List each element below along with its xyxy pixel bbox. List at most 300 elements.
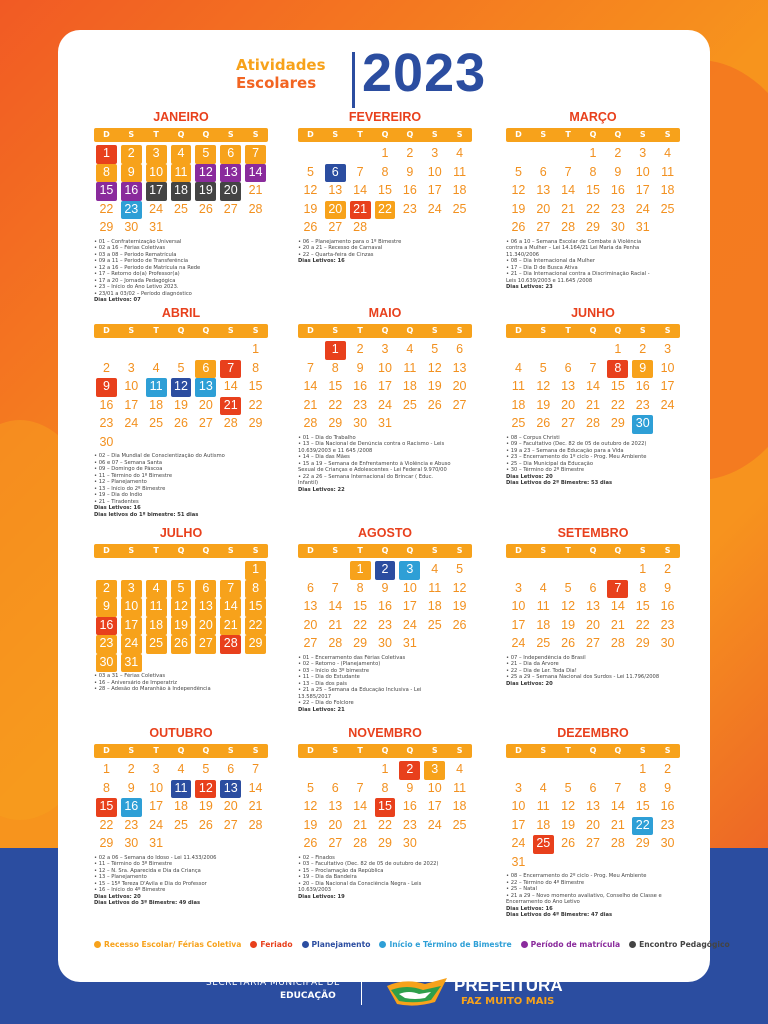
day-cell: 23	[402, 817, 417, 832]
day-cell: 9	[664, 780, 672, 795]
day-cell: 27	[536, 220, 551, 234]
day-cell: 7	[252, 762, 260, 776]
days-grid	[506, 145, 680, 238]
day-cell: 25	[174, 201, 188, 216]
note-line: • 21 a 25 – Semana da Educação Inclusiva - Lei	[298, 687, 422, 693]
day-cell: 10	[427, 164, 442, 179]
weekday-label: S	[664, 326, 671, 335]
day-cell: 5	[456, 562, 464, 576]
day-cell: 6	[306, 580, 314, 595]
note-line: • 25 a 29 – Semana Nacional dos Surdos - Lei 11.796/2008	[506, 674, 660, 680]
weekday-label: S	[332, 546, 339, 555]
weekday-label: T	[153, 326, 159, 335]
day-cell: 9	[96, 598, 117, 617]
note-line: Dias Letivos: 16	[94, 505, 141, 511]
day-cell: 8	[381, 164, 389, 179]
day-cell: 22	[248, 397, 263, 412]
day-cell: 14	[561, 183, 576, 197]
day-cell: 17	[402, 599, 417, 613]
note-line: Infantil)	[298, 480, 319, 486]
day-cell: 25	[149, 416, 164, 430]
day-cell: 28	[353, 836, 368, 850]
day-cell: 11	[536, 799, 550, 813]
day-cell: 17	[660, 379, 675, 393]
day-cell: 27	[586, 636, 600, 650]
note-line: • 09 – Domingo de Páscoa	[94, 466, 163, 472]
day-cell: 3	[424, 761, 445, 780]
day-cell: 5	[195, 145, 216, 164]
day-cell: 16	[610, 183, 625, 197]
weekday-label: Q	[202, 130, 210, 139]
month-novembro	[298, 726, 472, 900]
day-cell: 15	[635, 599, 650, 613]
day-cell: 28	[303, 416, 318, 430]
weekday-label: D	[307, 746, 314, 755]
day-cell: 9	[632, 360, 653, 379]
weekday-label: Q	[202, 546, 210, 555]
day-cell: 3	[381, 342, 389, 356]
weekday-label: Q	[406, 746, 414, 755]
day-cell: 12	[561, 799, 576, 813]
day-cell: 6	[195, 360, 216, 379]
note-line: • 15 – 15º Tereza D'Ávila e Dia do Professor	[94, 880, 207, 887]
day-cell: 22	[99, 817, 114, 832]
day-cell: 12	[303, 183, 318, 197]
month-notes	[298, 239, 472, 265]
day-cell: 10	[124, 379, 139, 393]
day-cell: 26	[198, 817, 213, 832]
day-cell	[556, 761, 581, 780]
day-cell: 18	[452, 799, 467, 813]
note-line: • 11 – Término do 3º Bimestre	[94, 861, 173, 867]
days-grid	[506, 761, 680, 872]
weekday-label: T	[153, 746, 159, 755]
month-outubro	[94, 726, 268, 907]
day-cell: 30	[378, 636, 392, 650]
month-agosto	[298, 526, 472, 713]
day-cell: 20	[536, 201, 551, 216]
day-cell: 27	[328, 220, 343, 234]
note-line: Dias Letivos do 2º Bimestre: 53 dias	[506, 480, 613, 486]
legend	[94, 938, 730, 950]
day-cell	[94, 561, 119, 580]
note-line: • 19 – Dia do Índio	[94, 492, 143, 498]
imperatriz-label: IMPERATRIZ	[486, 970, 530, 976]
note-line: 13.585/2017	[298, 693, 332, 700]
day-cell: 4	[664, 146, 672, 160]
day-cell: 21	[586, 397, 600, 412]
day-cell: 10	[402, 580, 417, 595]
day-cell: 21	[610, 817, 625, 832]
legend-dot-icon	[302, 941, 309, 948]
secretaria-line2: EDUCAÇÃO	[280, 991, 336, 1001]
secretaria-line1: SECRETARIA MUNICIPAL DE	[206, 978, 341, 988]
note-line: • 09 a 11 – Período de Transferência	[94, 258, 189, 264]
legend-dot-icon	[379, 941, 386, 948]
weekday-label: S	[431, 130, 438, 139]
day-cell: 2	[614, 146, 622, 160]
note-line: • 21 – Dia da Árvore	[506, 661, 559, 667]
day-cell: 14	[220, 598, 241, 617]
day-cell: 3	[431, 146, 439, 160]
month-notes	[506, 435, 680, 487]
weekday-label: Q	[589, 546, 597, 555]
note-line: • 23 – Início do Ano Letivo 2023.	[94, 284, 179, 290]
day-cell: 23	[121, 201, 142, 220]
day-cell: 14	[610, 799, 625, 813]
day-cell: 23	[99, 416, 114, 430]
day-cell: 31	[402, 636, 417, 650]
days-grid	[94, 341, 268, 452]
day-cell: 1	[614, 342, 622, 356]
note-line: contra a Mulher – Lei 14.164/21 Lei Maria da Penha	[506, 245, 640, 251]
weekday-label: D	[515, 130, 522, 139]
day-cell: 19	[561, 617, 576, 632]
weekday-label: D	[103, 746, 110, 755]
day-cell: 26	[303, 220, 318, 234]
day-cell: 19	[174, 397, 188, 412]
days-grid	[94, 561, 268, 672]
day-cell	[506, 145, 531, 164]
day-cell: 17	[635, 183, 650, 197]
day-cell: 10	[427, 780, 442, 795]
weekday-header	[298, 128, 472, 142]
month-notes	[298, 855, 472, 901]
day-cell: 23	[353, 397, 368, 412]
weekday-label: S	[456, 130, 463, 139]
note-line: • 03 – Início do 3º bimestre	[298, 667, 370, 674]
footer-divider	[361, 975, 362, 1005]
day-cell: 16	[353, 379, 368, 393]
day-cell: 17	[124, 397, 139, 412]
day-cell: 25	[174, 817, 188, 832]
note-line: Dias Letivos: 20	[94, 893, 141, 900]
note-line: • 30 – Término do 2º Bimestre	[506, 467, 585, 473]
day-cell: 1	[589, 146, 597, 160]
day-cell: 18	[536, 817, 551, 832]
note-line: • 14 – Dia das Mães	[298, 454, 350, 460]
day-cell: 18	[536, 617, 551, 632]
day-cell: 7	[607, 580, 628, 599]
day-cell: 24	[427, 817, 442, 832]
day-cell: 4	[456, 146, 464, 160]
day-cell: 14	[328, 599, 343, 613]
note-line: • 20 a 21 – Recesso de Carnaval	[298, 245, 383, 251]
day-cell: 25	[402, 397, 417, 412]
day-cell: 15	[610, 379, 625, 393]
day-cell: 21	[353, 817, 368, 832]
weekday-header	[506, 128, 680, 142]
day-cell: 11	[453, 164, 467, 179]
day-cell: 29	[328, 416, 343, 430]
day-cell	[348, 761, 373, 780]
note-line: • 22 – Quarta-feira de Cinzas	[298, 251, 374, 258]
month-notes	[298, 435, 472, 494]
dias-letivos: Dias Letivos: 07	[94, 297, 141, 303]
weekday-label: Q	[406, 130, 414, 139]
day-cell: 11	[146, 378, 167, 397]
day-cell: 25	[427, 617, 442, 632]
day-cell: 7	[589, 360, 597, 375]
day-cell	[298, 341, 323, 360]
day-cell	[531, 561, 556, 580]
day-cell	[144, 341, 169, 360]
day-cell: 13	[452, 360, 467, 375]
day-cell: 8	[245, 580, 266, 599]
weekday-label: S	[128, 130, 135, 139]
calendar-year: 2023	[362, 43, 487, 103]
day-cell: 4	[539, 580, 547, 595]
day-cell: 16	[378, 599, 392, 613]
day-cell: 12	[511, 183, 526, 197]
note-line: • 15 a 19 – Semana de Enfrentamento à Violência e Abuso	[298, 460, 451, 467]
weekday-label: S	[252, 746, 259, 755]
day-cell: 23	[610, 201, 625, 216]
weekday-label: T	[357, 746, 363, 755]
day-cell: 13	[586, 599, 600, 613]
day-cell: 19	[303, 201, 318, 216]
weekday-header	[94, 744, 268, 758]
day-cell: 24	[660, 397, 675, 412]
day-cell: 6	[195, 580, 216, 599]
day-cell	[298, 561, 323, 580]
day-cell: 8	[252, 360, 260, 375]
day-cell: 1	[381, 146, 389, 160]
day-cell: 13	[195, 598, 216, 617]
day-cell: 8	[607, 360, 628, 379]
day-cell: 14	[303, 379, 318, 393]
note-line: • 28 – Adesão do Maranhão à Independência	[94, 686, 211, 692]
note-line: • 13 – Planejamento	[94, 874, 147, 880]
weekday-label: Q	[381, 326, 389, 335]
day-cell: 16	[660, 799, 675, 813]
note-line: • 22 – Dia de Ler. Toda Dia!	[506, 667, 577, 674]
day-cell: 27	[452, 397, 467, 412]
month-julho	[94, 526, 268, 693]
legend-label: Início e Término de Bimestre	[389, 939, 512, 949]
weekday-label: S	[128, 746, 135, 755]
day-cell: 18	[174, 799, 188, 813]
header-line1: Atividades	[236, 56, 326, 74]
day-cell: 4	[514, 360, 522, 375]
weekday-label: Q	[177, 746, 185, 755]
weekday-label: S	[227, 326, 234, 335]
day-cell: 6	[564, 360, 572, 375]
day-cell: 18	[146, 617, 167, 636]
month-janeiro	[94, 110, 268, 304]
day-cell	[144, 561, 169, 580]
note-line: • 06 e 07 – Semana Santa	[94, 459, 163, 466]
day-cell: 14	[223, 379, 238, 393]
note-line: Dias Letivos: 20	[506, 473, 553, 480]
day-cell: 21	[328, 617, 343, 632]
day-cell: 23	[660, 817, 675, 832]
weekday-label: S	[639, 130, 646, 139]
weekday-label: D	[103, 546, 110, 555]
day-cell: 24	[511, 636, 526, 650]
day-cell: 17	[378, 379, 392, 393]
day-cell: 15	[353, 599, 368, 613]
day-cell: 12	[171, 378, 192, 397]
day-cell: 12	[303, 799, 318, 813]
day-cell: 9	[406, 164, 414, 179]
weekday-label: T	[153, 546, 159, 555]
day-cell: 11	[453, 780, 467, 795]
day-cell: 31	[511, 854, 526, 869]
weekday-label: S	[128, 326, 135, 335]
weekday-label: Q	[614, 546, 622, 555]
day-cell: 25	[536, 636, 551, 650]
day-cell: 14	[586, 379, 600, 393]
day-cell: 7	[306, 360, 314, 375]
day-cell: 8	[589, 164, 597, 179]
day-cell: 13	[195, 378, 216, 397]
day-cell: 17	[511, 817, 526, 832]
day-cell: 14	[245, 164, 266, 183]
day-cell: 30	[99, 434, 114, 449]
day-cell: 10	[511, 599, 526, 613]
day-cell: 17	[121, 617, 142, 636]
day-cell	[605, 561, 630, 580]
month-title: FEVEREIRO	[348, 110, 422, 124]
note-line: • 08 – Encerramento do 2º ciclo - Prog. Meu Ambiente	[506, 873, 647, 879]
day-cell: 25	[452, 201, 467, 216]
legend-item	[250, 938, 292, 950]
weekday-label: T	[153, 130, 159, 139]
day-cell: 9	[381, 580, 389, 595]
header-line2: Escolares	[236, 74, 317, 92]
weekday-label: Q	[381, 130, 389, 139]
day-cell: 12	[195, 164, 216, 183]
day-cell	[348, 145, 373, 164]
day-cell: 26	[427, 397, 442, 412]
days-grid	[94, 145, 268, 238]
month-dezembro	[506, 726, 680, 919]
day-cell: 20	[328, 817, 343, 832]
day-cell: 10	[511, 799, 526, 813]
day-cell: 8	[639, 580, 647, 595]
weekday-label: Q	[381, 546, 389, 555]
day-cell: 21	[220, 397, 241, 416]
day-cell: 16	[96, 617, 117, 636]
day-cell: 15	[248, 379, 263, 393]
month-maio	[298, 306, 472, 493]
note-line: • 17 – Dia D de Busca Ativa	[506, 264, 578, 271]
day-cell: 16	[402, 183, 417, 197]
weekday-label: Q	[406, 326, 414, 335]
weekday-label: Q	[177, 546, 185, 555]
day-cell	[169, 561, 194, 580]
day-cell: 9	[614, 164, 622, 179]
weekday-label: D	[307, 546, 314, 555]
day-cell: 21	[220, 617, 241, 636]
weekday-label: S	[252, 546, 259, 555]
note-line: Dias Letivos: 20	[506, 680, 553, 687]
day-cell: 28	[586, 416, 600, 430]
month-março	[506, 110, 680, 291]
day-cell: 26	[174, 416, 188, 430]
day-cell: 15	[96, 182, 117, 201]
note-line: • 08 – Dia Internacional da Mulher	[506, 258, 595, 264]
day-cell: 7	[564, 164, 572, 179]
day-cell: 1	[325, 341, 346, 360]
weekday-label: Q	[177, 326, 185, 335]
note-line: • 23 – Encerramento do 1º ciclo - Prog. Meu Ambiente	[506, 454, 647, 460]
day-cell: 4	[406, 342, 414, 356]
day-cell: 10	[149, 780, 164, 795]
day-cell: 10	[146, 164, 167, 183]
weekday-label: S	[227, 546, 234, 555]
weekday-label: S	[252, 326, 259, 335]
day-cell	[119, 341, 144, 360]
note-line: • 22 – Dia do Folclore	[298, 700, 354, 706]
days-grid	[94, 761, 268, 854]
day-cell	[94, 341, 119, 360]
month-notes	[506, 873, 680, 919]
day-cell: 8	[356, 580, 364, 595]
weekday-label: D	[103, 326, 110, 335]
day-cell: 13	[328, 799, 343, 813]
note-line: Dias letivos do 1º bimestre: 51 dias	[94, 511, 199, 518]
day-cell	[169, 341, 194, 360]
day-cell: 20	[452, 379, 467, 393]
day-cell: 9	[356, 360, 364, 375]
note-line: • 12 – Planejamento	[94, 479, 147, 485]
note-line: • 08 – Corpus Christi	[506, 434, 560, 441]
day-cell: 13	[220, 780, 241, 799]
month-setembro	[506, 526, 680, 687]
note-line: • 25 – Dia Municipal da Educação	[506, 460, 594, 467]
day-cell: 28	[220, 635, 241, 654]
month-junho	[506, 306, 680, 487]
weekday-label: S	[431, 746, 438, 755]
note-line: • 01 – Dia do Trabalho	[298, 434, 356, 441]
day-cell	[298, 145, 323, 164]
day-cell: 29	[586, 220, 600, 234]
day-cell: 5	[177, 360, 185, 375]
weekday-label: S	[431, 546, 438, 555]
day-cell: 21	[610, 617, 625, 632]
day-cell: 22	[245, 617, 266, 636]
day-cell: 2	[664, 562, 672, 576]
day-cell: 7	[356, 780, 364, 795]
weekday-label: S	[456, 546, 463, 555]
day-cell: 13	[328, 183, 343, 197]
day-cell: 26	[452, 617, 467, 632]
day-cell: 18	[452, 183, 467, 197]
day-cell: 15	[328, 379, 343, 393]
legend-item	[379, 938, 511, 950]
day-cell: 22	[328, 397, 343, 412]
day-cell: 10	[660, 360, 675, 375]
day-cell: 6	[220, 145, 241, 164]
day-cell: 15	[96, 798, 117, 817]
month-fevereiro	[298, 110, 472, 265]
day-cell	[119, 561, 144, 580]
note-line: 10.639/2003	[298, 887, 332, 893]
day-cell: 3	[127, 360, 135, 375]
day-cell: 1	[639, 562, 647, 576]
day-cell	[323, 761, 348, 780]
day-cell: 19	[511, 201, 526, 216]
weekday-label: S	[639, 326, 646, 335]
day-cell: 5	[431, 342, 439, 356]
days-grid	[506, 341, 680, 434]
weekday-label: S	[664, 746, 671, 755]
day-cell: 7	[356, 164, 364, 179]
weekday-label: Q	[177, 130, 185, 139]
header-divider	[352, 52, 355, 108]
